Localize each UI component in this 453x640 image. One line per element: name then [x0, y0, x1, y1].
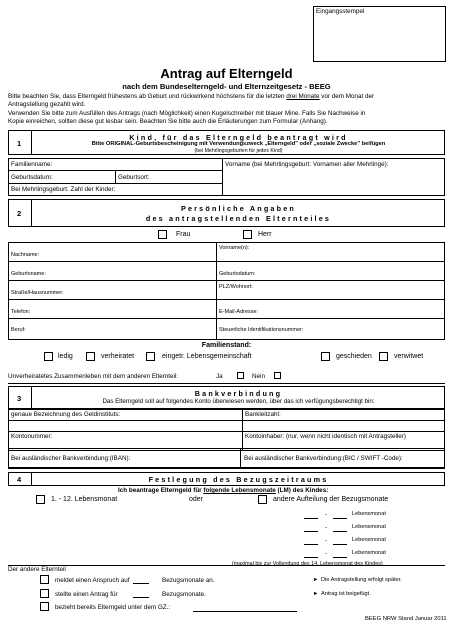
mehrling-label: Bei Mehrlingsgeburt: Zahl der Kinder: [11, 186, 116, 193]
opt3-checkbox[interactable] [40, 602, 49, 611]
intro-line-1a: Bitte beachten Sie, dass Elterngeld frühestens ab Geburt und rückwirkend höchstens für die letzten [8, 93, 287, 100]
section1-number: 1 [17, 139, 22, 148]
steuer-label: Steuerliche Identifikationsnummer: [219, 327, 304, 333]
section1-title: Kind, für das Elterngeld beantragt wird [129, 133, 348, 142]
lm-row1-to[interactable] [333, 518, 347, 519]
section1-note: Bitte ORIGINAL-Geburtsbescheinigung mit Verwendungszweck „Elterngeld" oder „soziale Zwecke" beifügen [91, 141, 386, 147]
lm-row4-dash: - [325, 550, 328, 557]
section1-header [8, 130, 445, 155]
konto-label: Kontonummer: [11, 433, 53, 440]
personal-grid [8, 242, 445, 340]
lm-row1-dash: - [325, 511, 328, 518]
intro-line-4: Kopie einreichen, sollten diese gut lesbar sein. Beachten Sie bitte auch die Erläuterungen zum Formular (Anhang). [8, 118, 328, 125]
intro-line-1c: vor dem Monat der [319, 93, 375, 100]
section2-title2: des antragstellenden Elternteiles [145, 214, 332, 223]
oder-label: oder [189, 496, 204, 503]
lm-row2-dash: - [325, 524, 328, 531]
email-label: E-Mail-Adresse: [219, 309, 259, 315]
lm-row4-label: Lebensmonat [352, 550, 386, 556]
plz-label: PLZ/Wohnort: [219, 284, 253, 290]
hint1-label: Die Antragstellung erfolgt später. [321, 577, 402, 583]
lm-row3-to[interactable] [333, 544, 347, 545]
bank-divider-vertical [242, 410, 243, 450]
section4-header [8, 472, 445, 486]
intro-line-3: Verwenden Sie bitte zum Ausfüllen des Antrags (nach Möglichkeit) einen Kugelschreiber mit blauer Mine. Falls Sie Nachweise in [8, 110, 366, 117]
verheiratet-checkbox[interactable] [86, 352, 95, 361]
section2-number-cell [9, 200, 32, 226]
section3-number: 3 [17, 394, 22, 403]
zusammen-label: Unverheiratetes Zusammenleben mit dem anderen Elternteil: [8, 373, 179, 380]
section4-number-cell [9, 473, 32, 485]
opt1-input[interactable] [133, 583, 149, 584]
intro-line-2: Antragstellung gezahlt wird. [8, 101, 86, 108]
kind-geburtsdatum-field[interactable] [8, 170, 116, 184]
frau-label: Frau [176, 231, 191, 238]
section3-note: Das Elterngeld soll auf folgendes Konto überwiesen werden, über das ich verfügungsberechtigt bin: [102, 398, 375, 405]
section1-number-cell [9, 131, 32, 154]
geschieden-label: geschieden [336, 353, 372, 360]
footer-text: BEEG NRW Stand Januar 2011 [365, 616, 447, 622]
opt3-label: bezieht bereits Elterngeld unter dem GZ.: [55, 604, 171, 611]
lm-1-12-label: 1. - 12. Lebensmonat [51, 496, 118, 503]
vornamen-label: Vorname(n): [219, 245, 250, 251]
page-subtitle: nach dem Bundeselterngeld- und Elternzeitgesetz - BEEG [122, 82, 331, 91]
verwitwet-label: verwitwet [394, 353, 424, 360]
lm-row3-label: Lebensmonat [352, 537, 386, 543]
opt2-checkbox[interactable] [40, 589, 49, 598]
section4-title: Festlegung des Bezugszeitraums [148, 475, 329, 484]
herr-checkbox[interactable] [243, 230, 252, 239]
herr-label: Herr [258, 231, 272, 238]
kind-geburtsort-field[interactable] [115, 170, 223, 184]
lm-row1-label: Lebensmonat [352, 511, 386, 517]
blz-label: Bankleitzahl: [245, 411, 281, 418]
opt1b-label: Bezugsmonate an. [162, 577, 215, 584]
iban-field[interactable] [8, 448, 241, 468]
hint2-label: Antrag ist beigefügt. [321, 591, 371, 597]
hint2-arrow-icon: ► [313, 591, 319, 597]
opt2b-label: Bezugsmonate. [162, 591, 206, 598]
section4-intro [118, 487, 328, 494]
mehrling-field[interactable] [8, 183, 223, 196]
page-title: Antrag auf Elterngeld [160, 66, 293, 81]
hint1-arrow-icon: ► [313, 577, 319, 583]
familienname-label: Familienname: [11, 161, 53, 168]
lm-row3-dash: - [325, 537, 328, 544]
lm-row2-label: Lebensmonat [352, 524, 386, 530]
lm-row1-from[interactable] [304, 518, 318, 519]
telefon-label: Telefon: [11, 309, 31, 315]
intro-line-1b: drei Monate [286, 93, 320, 100]
section4-intro-c: (LM) des Kindes: [275, 487, 329, 494]
section4-intro-a: Ich beantrage Elterngeld für [118, 487, 204, 494]
nachname-label: Nachname: [11, 252, 40, 258]
ja-checkbox[interactable] [237, 372, 244, 379]
lm-row4-from[interactable] [304, 557, 318, 558]
inhaber-label: Kontoinhaber: (nur, wenn nicht identisch mit Antragsteller) [245, 433, 407, 440]
opt3-input[interactable] [193, 611, 297, 612]
section3-header [8, 386, 445, 409]
opt2-input[interactable] [133, 597, 149, 598]
bic-field[interactable] [240, 448, 445, 468]
lm-row4-to[interactable] [333, 557, 347, 558]
kind-geburtsdatum-label: Geburtsdatum: [11, 174, 53, 181]
geschieden-checkbox[interactable] [321, 352, 330, 361]
bank-row-line-2 [9, 431, 444, 432]
ja-label: Ja [216, 373, 223, 380]
section3-number-cell [9, 387, 32, 408]
section4-intro-b: folgende Lebensmonate [203, 487, 276, 494]
section2-number: 2 [17, 209, 22, 218]
institut-label: genaue Bezeichnung des Geldinstituts: [11, 411, 121, 418]
iban-label: Bei ausländischer Bankverbindung:(IBAN): [11, 455, 131, 462]
beruf-label: Beruf: [11, 327, 26, 333]
opt2a-label: stellte einen Antrag für [55, 591, 118, 598]
opt1a-label: meldet einen Anspruch auf [55, 577, 130, 584]
section3-title: Bankverbindung [194, 389, 283, 398]
andere-aufteilung-checkbox[interactable] [258, 495, 267, 504]
andere-aufteilung-label: andere Aufteilung der Bezugsmonate [273, 496, 389, 503]
strasse-label: Straße/Hausnummer: [11, 290, 64, 296]
stamp-box [313, 6, 446, 62]
anderer-label: Der andere Elternteil [8, 566, 66, 573]
section4-number: 4 [17, 475, 22, 484]
anderer-divider [8, 565, 445, 566]
section1-note2: (bei Mehrlingsgeburten für jedes Kind) [194, 148, 283, 154]
geburtsname-label: Geburtsname: [11, 271, 46, 277]
kind-vorname-field[interactable] [222, 158, 445, 196]
kind-vorname-label: Vorname (bei Mehrlingsgeburt: Vornamen aller Mehrlinge): [225, 161, 389, 168]
frau-checkbox[interactable] [158, 230, 167, 239]
grid-row-line-1 [9, 261, 444, 262]
grid-divider-vertical [216, 243, 217, 339]
intro-line-1 [8, 93, 374, 100]
lebensgemeinschaft-checkbox[interactable] [146, 352, 155, 361]
opt1-checkbox[interactable] [40, 575, 49, 584]
grid-row-line-2 [9, 280, 444, 281]
nein-checkbox[interactable] [274, 372, 281, 379]
ledig-label: ledig [58, 353, 73, 360]
grid-row-line-4 [9, 318, 444, 319]
bic-label: Bei ausländischer Bankverbindung:(BIC / SWIFT -Code): [244, 455, 403, 462]
lebensgemeinschaft-label: eingetr. Lebensgemeinschaft [162, 353, 252, 360]
lm-row2-to[interactable] [333, 531, 347, 532]
grid-row-line-3 [9, 299, 444, 300]
section2-header [8, 199, 445, 227]
ledig-checkbox[interactable] [44, 352, 53, 361]
verwitwet-checkbox[interactable] [379, 352, 388, 361]
verheiratet-label: verheiratet [101, 353, 135, 360]
nein-label: Nein [252, 373, 265, 380]
section2-title1: Persönliche Angaben [180, 204, 297, 213]
kind-geburtsort-label: Geburtsort: [118, 174, 150, 181]
stamp-label: Eingangsstempel [316, 8, 365, 15]
lm-1-12-checkbox[interactable] [36, 495, 45, 504]
lm-row3-from[interactable] [304, 544, 318, 545]
lm-row2-from[interactable] [304, 531, 318, 532]
zusammen-underline [8, 383, 445, 384]
geburtsdatum-label: Geburtsdatum: [219, 271, 256, 277]
familienstand-label: Familienstand: [201, 342, 252, 349]
bank-row-line-1 [9, 420, 444, 421]
maximal-note: (maximal bis zur Vollendung des 14. Lebensmonat des Kindes) [232, 561, 383, 567]
